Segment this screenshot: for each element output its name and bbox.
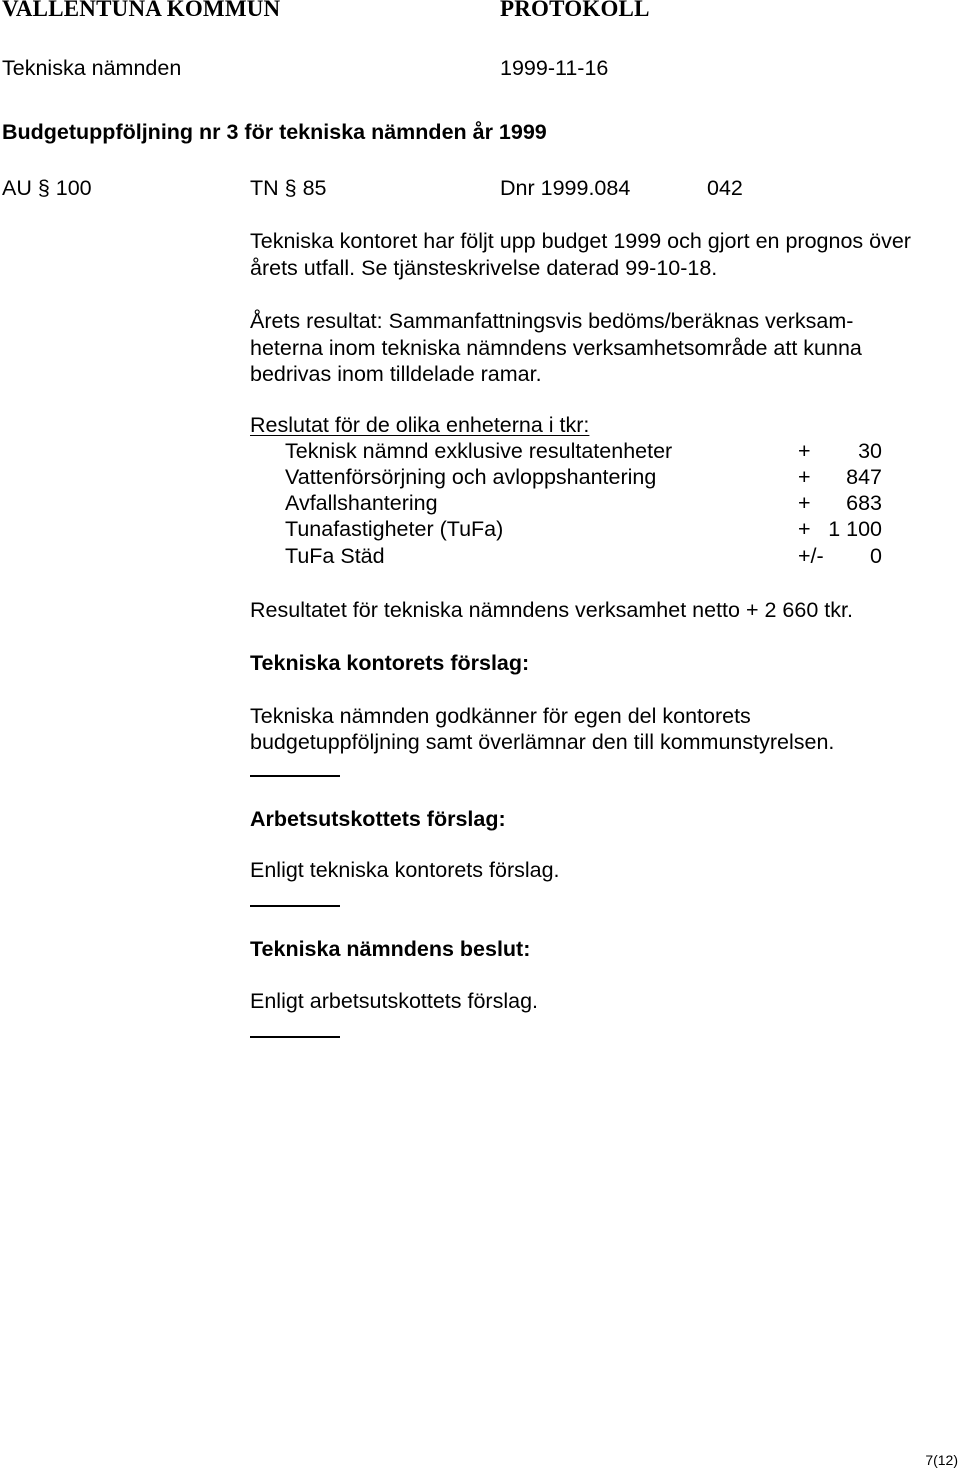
row-value: 683 xyxy=(846,491,882,515)
row-sign: + xyxy=(798,517,811,541)
row-value: 0 xyxy=(870,544,882,568)
row-sign: + xyxy=(798,491,811,515)
table-row xyxy=(285,517,885,544)
office-proposal-line-1: Tekniska nämnden godkänner för egen del kontorets xyxy=(250,704,751,728)
office-proposal-heading: Tekniska kontorets förslag: xyxy=(250,651,530,675)
row-label: Avfallshantering xyxy=(285,491,438,515)
table-row xyxy=(285,465,885,492)
office-proposal-line-2: budgetuppföljning samt överlämnar den till kommunstyrelsen. xyxy=(250,730,835,754)
au-paragraph-ref: AU § 100 xyxy=(2,176,92,200)
row-sign: + xyxy=(798,465,811,489)
result-line-2: heterna inom tekniska nämndens verksamhetsområde att kunna xyxy=(250,336,862,360)
meeting-date: 1999-11-16 xyxy=(500,56,609,80)
row-value: 847 xyxy=(846,465,882,489)
document-type: PROTOKOLL xyxy=(500,0,650,21)
tn-paragraph-ref: TN § 85 xyxy=(250,176,327,200)
row-value: 30 xyxy=(858,439,882,463)
results-total: Resultatet för tekniska nämndens verksamhet netto + 2 660 tkr. xyxy=(250,598,853,622)
page-title: Budgetuppföljning nr 3 för tekniska nämnden år 1999 xyxy=(2,120,547,144)
result-line-1: Årets resultat: Sammanfattningsvis bedöms/beräknas verksam- xyxy=(250,309,854,333)
row-label: TuFa Städ xyxy=(285,544,385,568)
municipality-name: VALLENTUNA KOMMUN xyxy=(2,0,281,21)
row-label: Tunafastigheter (TuFa) xyxy=(285,517,504,541)
divider-rule xyxy=(250,1036,340,1038)
row-label: Teknisk nämnd exklusive resultatenheter xyxy=(285,439,673,463)
archive-code: 042 xyxy=(707,176,743,200)
intro-line-1: Tekniska kontoret har följt upp budget 1999 och gjort en prognos över xyxy=(250,229,911,253)
result-line-3: bedrivas inom tilldelade ramar. xyxy=(250,362,542,386)
divider-rule xyxy=(250,775,340,777)
au-proposal-heading: Arbetsutskottets förslag: xyxy=(250,807,506,831)
committee-name: Tekniska nämnden xyxy=(2,56,182,80)
au-proposal-text: Enligt tekniska kontorets förslag. xyxy=(250,858,560,882)
dnr-ref: Dnr 1999.084 xyxy=(500,176,631,200)
results-heading: Reslutat för de olika enheterna i tkr: xyxy=(250,413,590,437)
page-number: 7(12) xyxy=(925,1452,958,1468)
row-sign: + xyxy=(798,439,811,463)
table-row xyxy=(285,439,885,466)
table-row xyxy=(285,491,885,518)
intro-line-2: årets utfall. Se tjänsteskrivelse daterad 99-10-18. xyxy=(250,256,718,280)
row-label: Vattenförsörjning och avloppshantering xyxy=(285,465,657,489)
table-row xyxy=(285,544,885,571)
row-value: 1 100 xyxy=(828,517,882,541)
divider-rule xyxy=(250,905,340,907)
row-sign: +/- xyxy=(798,544,824,568)
decision-text: Enligt arbetsutskottets förslag. xyxy=(250,989,539,1013)
decision-heading: Tekniska nämndens beslut: xyxy=(250,937,531,961)
